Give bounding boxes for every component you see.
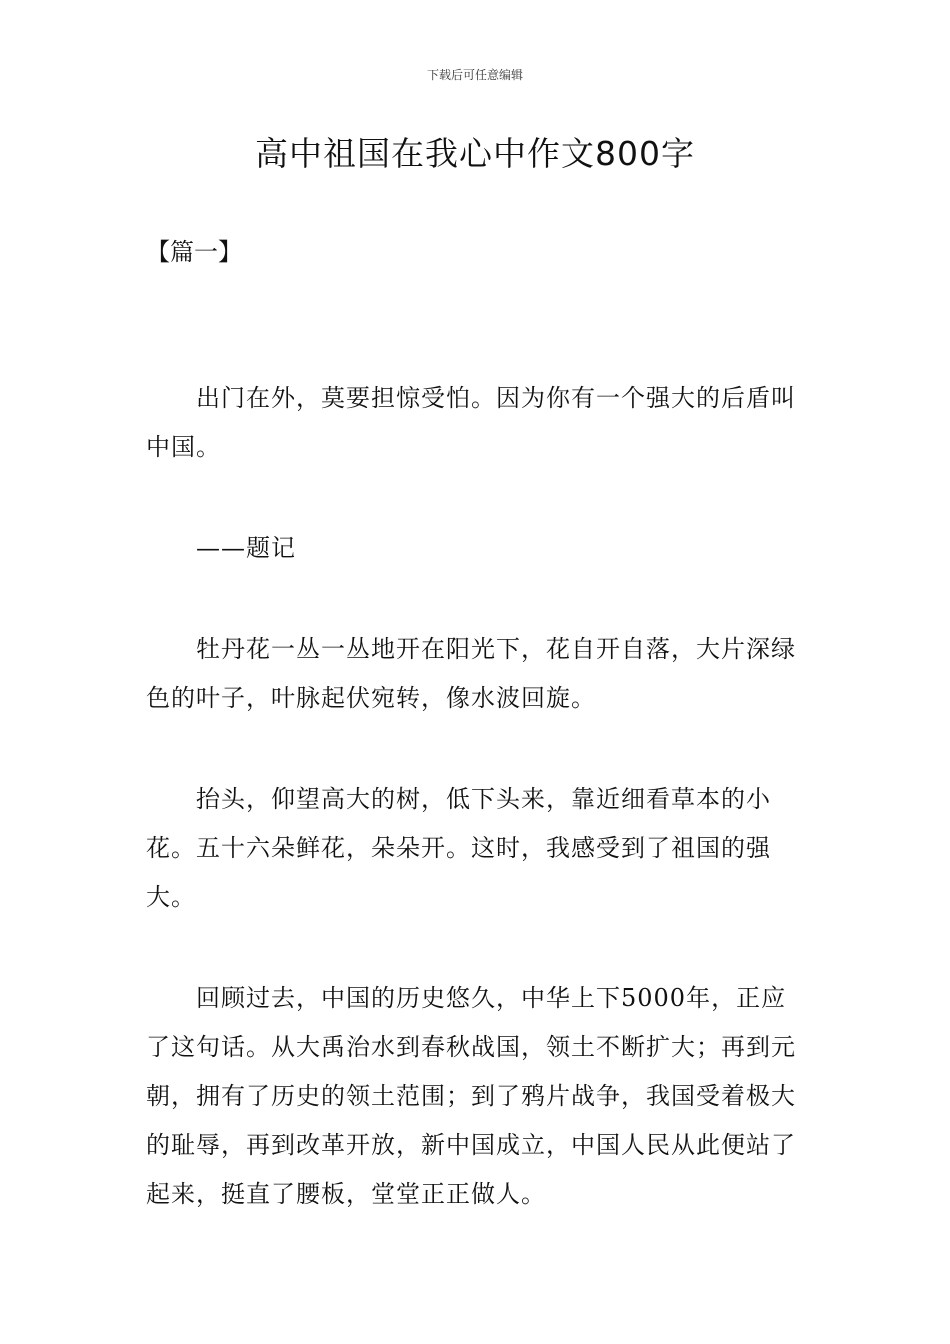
section-label: 【篇一】 xyxy=(146,238,242,266)
header-note: 下载后可任意编辑 xyxy=(426,68,523,82)
document-title: 高中祖国在我心中作文800字 xyxy=(255,134,695,173)
paragraph-1: 出门在外，莫要担惊受怕。因为你有一个强大的后盾叫中国。 xyxy=(146,384,796,461)
paragraph-3: 牡丹花一丛一丛地开在阳光下，花自开自落，大片深绿色的叶子，叶脉起伏宛转，像水波回旋。 xyxy=(146,635,796,712)
paragraph-4: 抬头，仰望高大的树，低下头来，靠近细看草本的小花。五十六朵鲜花，朵朵开。这时，我感受到了祖国的强大。 xyxy=(146,785,771,911)
paragraph-5: 回顾过去，中国的历史悠久，中华上下5000年，正应了这句话。从大禹治水到春秋战国，领土不断扩大；再到元朝，拥有了历史的领土范围；到了鸦片战争，我国受着极大的耻辱，再到改革开放，新中国成立，中国人民从此便站了起来，挺直了腰板，堂堂正正做人。 xyxy=(146,984,796,1208)
document-body xyxy=(146,374,808,1271)
paragraph-2: ——题记 xyxy=(196,534,296,562)
